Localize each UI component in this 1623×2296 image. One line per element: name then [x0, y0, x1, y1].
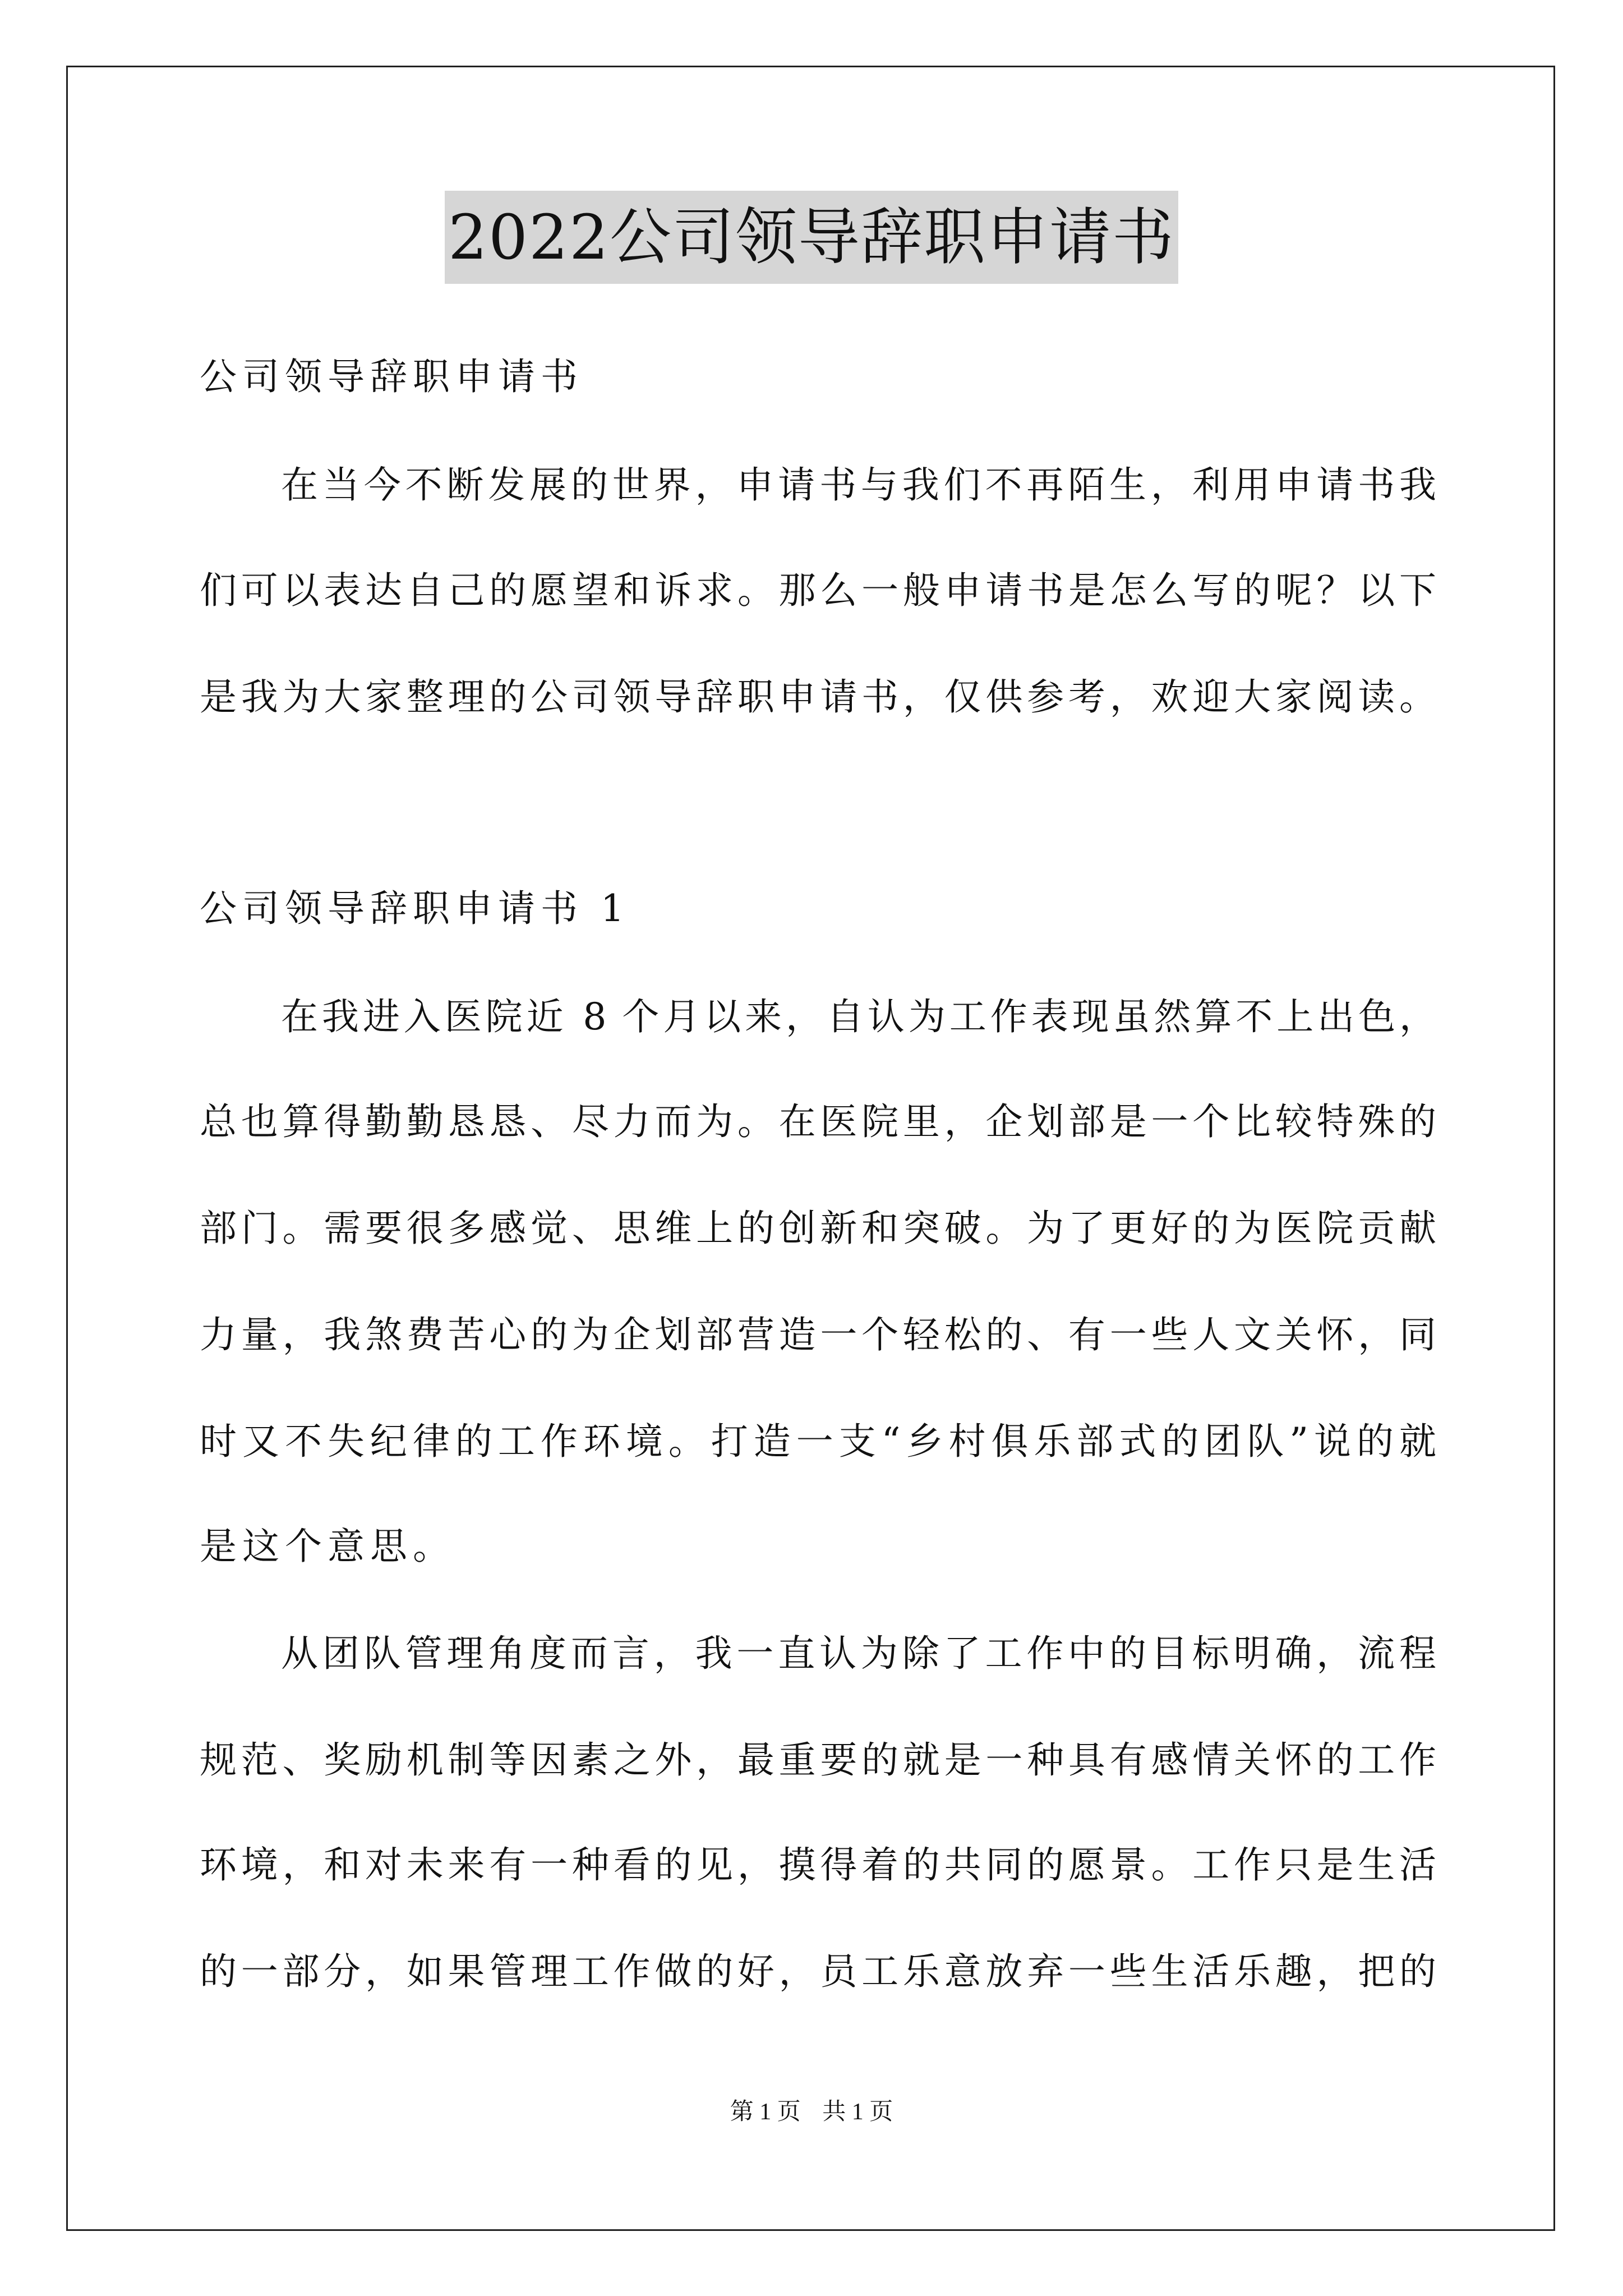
page-footer	[0, 2095, 1623, 2129]
paragraph-line: 是这个意思。	[200, 1525, 455, 1568]
page-total: 共 1 页	[822, 2099, 893, 2125]
paragraph-line: 时又不失纪律的工作环境。打造一支“乡村俱乐部式的团队”说的就	[200, 1420, 1436, 1463]
paragraph-line: 部门。需要很多感觉、思维上的创新和突破。为了更好的为医院贡献	[200, 1207, 1436, 1250]
paragraph-line: 规范、奖励机制等因素之外，最重要的就是一种具有感情关怀的工作	[200, 1738, 1436, 1782]
paragraph-line: 从团队管理角度而言，我一直认为除了工作中的目标明确，流程	[281, 1632, 1436, 1675]
intro-line: 们可以表达自己的愿望和诉求。那么一般申请书是怎么写的呢？以下	[200, 569, 1436, 612]
paragraph-line: 总也算得勤勤恳恳、尽力而为。在医院里，企划部是一个比较特殊的	[200, 1100, 1436, 1143]
page-number: 第 1 页	[730, 2099, 801, 2125]
document-subtitle: 公司领导辞职申请书	[200, 355, 583, 398]
section-heading: 公司领导辞职申请书 1	[200, 887, 630, 930]
paragraph-line: 环境，和对未来有一种看的见，摸得着的共同的愿景。工作只是生活	[200, 1843, 1436, 1887]
paragraph-line: 在我进入医院近 8 个月以来，自认为工作表现虽然算不上出色，	[281, 995, 1436, 1038]
title-container	[0, 191, 1623, 284]
paragraph-line: 力量，我煞费苦心的为企划部营造一个轻松的、有一些人文关怀，同	[200, 1313, 1436, 1356]
intro-line: 是我为大家整理的公司领导辞职申请书，仅供参考，欢迎大家阅读。	[200, 675, 1436, 719]
intro-line: 在当今不断发展的世界，申请书与我们不再陌生，利用申请书我	[281, 463, 1436, 507]
paragraph-line: 的一部分，如果管理工作做的好，员工乐意放弃一些生活乐趣，把的	[200, 1950, 1436, 1993]
document-title: 2022公司领导辞职申请书	[445, 191, 1178, 284]
